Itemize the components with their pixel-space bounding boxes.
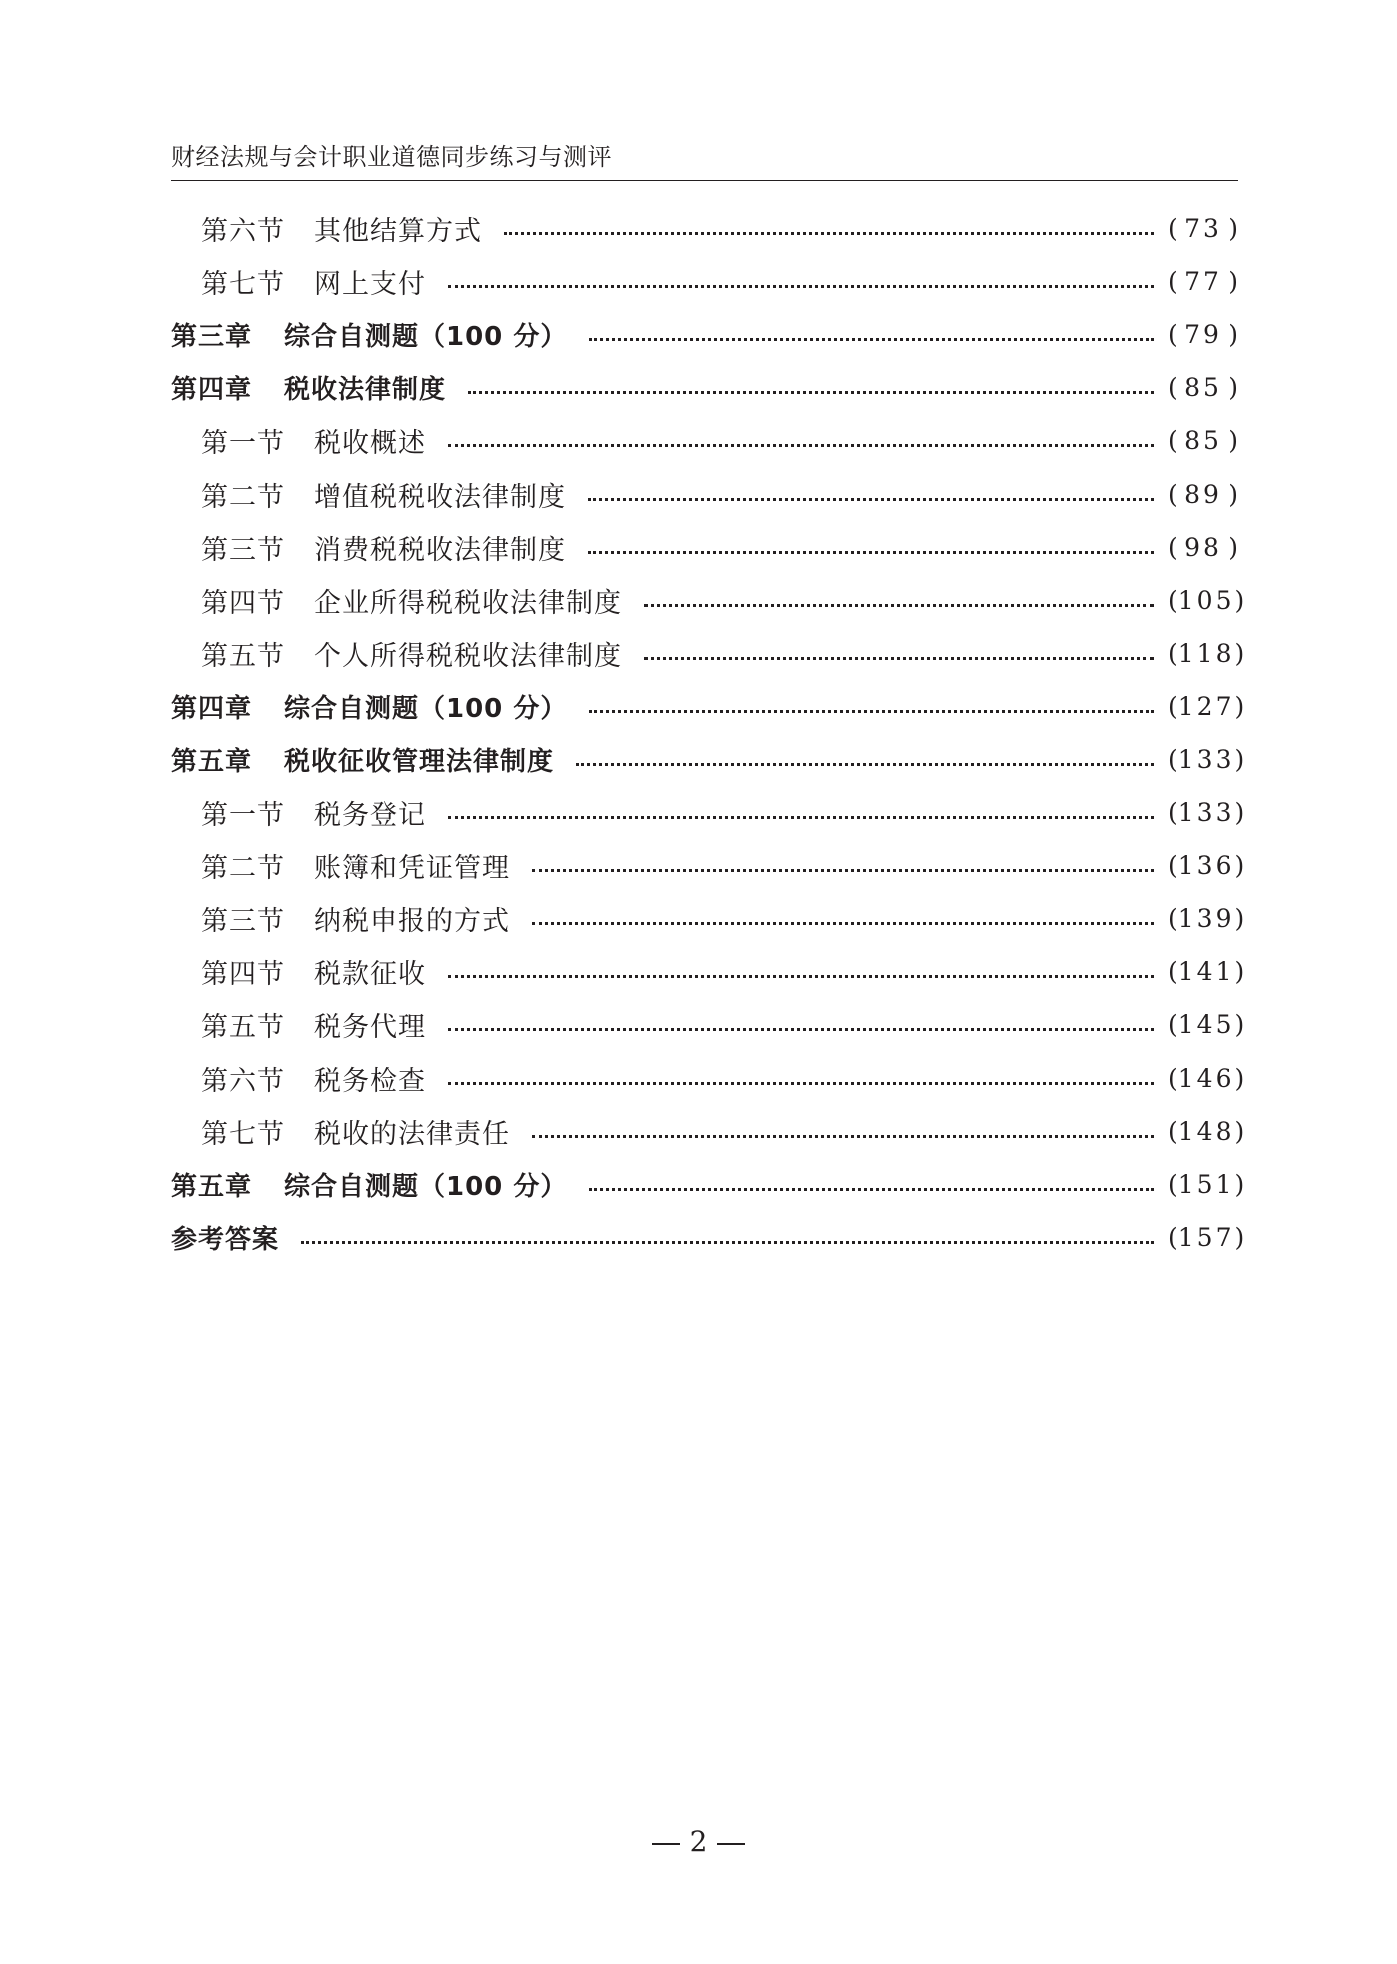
toc-entry-page — [1168, 1222, 1245, 1252]
toc-page-number: 77 — [1184, 267, 1222, 297]
page-number: 2 — [689, 1825, 708, 1858]
toc-page-number: 127 — [1177, 691, 1235, 721]
toc-entry-title: 税务检查 — [314, 1065, 426, 1097]
page-paren-open: ( — [1168, 798, 1178, 828]
toc-dot-leader — [448, 816, 1154, 819]
toc-page-number: 136 — [1177, 851, 1235, 881]
toc-page-number: 98 — [1184, 532, 1222, 562]
page-paren-open: ( — [1168, 426, 1178, 456]
toc-entry-title: 企业所得税税收法律制度 — [314, 587, 622, 619]
toc-section-entry[interactable] — [171, 998, 1245, 1051]
page-paren-close: ) — [1234, 1010, 1245, 1040]
toc-entry-page — [1168, 214, 1238, 243]
toc-dot-leader — [468, 391, 1154, 394]
toc-dot-leader — [532, 922, 1154, 925]
page-paren-open: ( — [1168, 904, 1178, 934]
toc-entry-number: 第四节 — [201, 959, 285, 991]
page-paren-close: ) — [1228, 479, 1238, 509]
toc-dot-leader — [588, 551, 1154, 554]
toc-dot-leader — [589, 1188, 1154, 1191]
toc-chapter-entry[interactable] — [171, 1158, 1245, 1211]
page-paren-close: ) — [1234, 904, 1245, 934]
toc-entry-number: 第四章 — [171, 693, 253, 724]
page-paren-open: ( — [1168, 957, 1178, 987]
toc-page-number: 118 — [1177, 638, 1235, 668]
toc-entry-page — [1168, 1169, 1245, 1199]
toc-page-number: 148 — [1177, 1116, 1235, 1146]
toc-chapter-entry[interactable] — [171, 1211, 1245, 1264]
page-paren-close: ) — [1234, 957, 1245, 987]
toc-entry-page — [1168, 480, 1238, 509]
page-paren-open: ( — [1168, 691, 1178, 721]
toc-page-number: 89 — [1184, 479, 1222, 509]
toc-entry-number: 第三节 — [201, 906, 285, 938]
toc-chapter-entry[interactable] — [171, 361, 1238, 414]
toc-dot-leader — [301, 1241, 1154, 1244]
page-paren-close: ) — [1234, 638, 1245, 668]
toc-entry-page — [1168, 638, 1245, 668]
toc-entry-page — [1168, 1010, 1245, 1040]
toc-entry-number: 第五章 — [171, 1171, 253, 1202]
toc-section-entry[interactable] — [171, 414, 1238, 467]
toc-entry-title: 账簿和凭证管理 — [314, 853, 510, 885]
page-paren-open: ( — [1168, 1116, 1178, 1146]
toc-section-entry[interactable] — [171, 521, 1238, 574]
toc-section-entry[interactable] — [171, 945, 1245, 998]
toc-entry-title: 综合自测题（100 分） — [284, 1171, 568, 1202]
toc-entry-title: 参考答案 — [171, 1224, 280, 1255]
toc-page-number: 145 — [1177, 1010, 1235, 1040]
toc-dot-leader — [588, 498, 1154, 501]
footer-dash-left — [652, 1843, 680, 1845]
toc-entry-title: 税务代理 — [314, 1012, 426, 1044]
toc-entry-page — [1168, 1116, 1245, 1146]
toc-page-number: 139 — [1177, 904, 1235, 934]
page-paren-open: ( — [1168, 638, 1178, 668]
toc-dot-leader — [504, 232, 1154, 235]
page-paren-close: ) — [1234, 1116, 1245, 1146]
toc-section-entry[interactable] — [171, 786, 1245, 839]
page-paren-open: ( — [1168, 585, 1178, 615]
toc-section-entry[interactable] — [171, 255, 1238, 308]
header-rule — [171, 180, 1238, 181]
page-paren-close: ) — [1228, 320, 1238, 350]
toc-entry-page — [1168, 904, 1245, 934]
page-footer — [0, 1824, 1397, 1860]
page-paren-open: ( — [1168, 373, 1178, 403]
toc-section-entry[interactable] — [171, 574, 1245, 627]
page-paren-close: ) — [1234, 744, 1245, 774]
toc-dot-leader — [589, 338, 1154, 341]
toc-entry-number: 第三章 — [171, 322, 253, 353]
toc-entry-page — [1168, 691, 1245, 721]
page-paren-open: ( — [1168, 1010, 1178, 1040]
toc-entry-page — [1168, 267, 1238, 296]
toc-entry-page — [1168, 426, 1238, 455]
toc-dot-leader — [448, 1028, 1154, 1031]
toc-entry-title: 增值税税收法律制度 — [314, 481, 566, 513]
toc-entry-page — [1168, 851, 1245, 881]
toc-entry-page — [1168, 957, 1245, 987]
toc-entry-title: 税收的法律责任 — [314, 1118, 510, 1150]
toc-entry-number: 第四节 — [201, 587, 285, 619]
toc-entry-page — [1168, 533, 1238, 562]
page-paren-close: ) — [1228, 426, 1238, 456]
toc-entry-number: 第七节 — [201, 1118, 285, 1150]
toc-section-entry[interactable] — [171, 839, 1245, 892]
page-paren-open: ( — [1168, 214, 1178, 244]
page-paren-open: ( — [1168, 1222, 1178, 1252]
toc-dot-leader — [644, 604, 1154, 607]
toc-entry-title: 税收法律制度 — [284, 375, 447, 406]
page-paren-close: ) — [1234, 851, 1245, 881]
toc-entry-number: 第三节 — [201, 534, 285, 566]
toc-entry-number: 第五节 — [201, 1012, 285, 1044]
table-of-contents — [171, 202, 1245, 1264]
toc-page-number: 85 — [1184, 373, 1222, 403]
toc-section-entry[interactable] — [171, 892, 1245, 945]
toc-entry-number: 第二节 — [201, 481, 285, 513]
page-paren-close: ) — [1228, 214, 1238, 244]
toc-entry-title: 网上支付 — [314, 269, 426, 301]
toc-entry-title: 税收概述 — [314, 428, 426, 460]
page-paren-close: ) — [1234, 798, 1245, 828]
page-paren-close: ) — [1234, 585, 1245, 615]
toc-dot-leader — [448, 444, 1154, 447]
toc-section-entry[interactable] — [171, 1105, 1245, 1158]
toc-page-number: 79 — [1184, 320, 1222, 350]
toc-dot-leader — [532, 1135, 1154, 1138]
running-header: 财经法规与会计职业道德同步练习与测评 — [171, 143, 612, 171]
toc-entry-page — [1168, 1063, 1245, 1093]
page-paren-close: ) — [1234, 1169, 1245, 1199]
page-paren-open: ( — [1168, 479, 1178, 509]
toc-entry-title: 税收征收管理法律制度 — [284, 746, 555, 777]
toc-page-number: 133 — [1177, 744, 1235, 774]
page-paren-open: ( — [1168, 744, 1178, 774]
toc-entry-page — [1168, 585, 1245, 615]
toc-dot-leader — [644, 657, 1154, 660]
toc-entry-number: 第四章 — [171, 375, 253, 406]
page-paren-close: ) — [1234, 1222, 1245, 1252]
toc-entry-number: 第一节 — [201, 428, 285, 460]
toc-entry-number: 第五章 — [171, 746, 253, 777]
page-paren-open: ( — [1168, 1169, 1178, 1199]
toc-entry-title: 消费税税收法律制度 — [314, 534, 566, 566]
toc-entry-page — [1168, 798, 1245, 828]
toc-section-entry[interactable] — [171, 1052, 1245, 1105]
page-paren-close: ) — [1228, 373, 1238, 403]
toc-entry-title: 综合自测题（100 分） — [284, 693, 568, 724]
toc-entry-title: 税务登记 — [314, 800, 426, 832]
toc-section-entry[interactable] — [171, 627, 1245, 680]
page-paren-close: ) — [1234, 1063, 1245, 1093]
toc-page-number: 157 — [1177, 1222, 1235, 1252]
toc-entry-title: 综合自测题（100 分） — [284, 322, 568, 353]
toc-chapter-entry[interactable] — [171, 680, 1245, 733]
toc-entry-title: 其他结算方式 — [314, 216, 482, 248]
toc-dot-leader — [448, 1082, 1154, 1085]
toc-page-number: 141 — [1177, 957, 1235, 987]
toc-dot-leader — [589, 710, 1154, 713]
toc-dot-leader — [532, 869, 1154, 872]
footer-dash-right — [717, 1843, 745, 1845]
page-paren-close: ) — [1234, 691, 1245, 721]
toc-page-number: 146 — [1177, 1063, 1235, 1093]
toc-chapter-entry[interactable] — [171, 308, 1238, 361]
toc-entry-number: 第一节 — [201, 800, 285, 832]
toc-page-number: 105 — [1177, 585, 1235, 615]
toc-page-number: 133 — [1177, 798, 1235, 828]
toc-entry-page — [1168, 744, 1245, 774]
toc-entry-title: 税款征收 — [314, 959, 426, 991]
toc-dot-leader — [448, 975, 1154, 978]
toc-entry-title: 个人所得税税收法律制度 — [314, 640, 622, 672]
page-paren-close: ) — [1228, 267, 1238, 297]
toc-chapter-entry[interactable] — [171, 733, 1245, 786]
toc-page-number: 73 — [1184, 214, 1222, 244]
toc-section-entry[interactable] — [171, 202, 1238, 255]
toc-dot-leader — [448, 285, 1154, 288]
toc-entry-number: 第五节 — [201, 640, 285, 672]
toc-entry-number: 第七节 — [201, 269, 285, 301]
toc-page-number: 85 — [1184, 426, 1222, 456]
toc-entry-title: 纳税申报的方式 — [314, 906, 510, 938]
toc-entry-page — [1168, 373, 1238, 402]
toc-page-number: 151 — [1177, 1169, 1235, 1199]
toc-entry-page — [1168, 320, 1238, 349]
page-paren-open: ( — [1168, 532, 1178, 562]
page-paren-open: ( — [1168, 851, 1178, 881]
page-paren-open: ( — [1168, 320, 1178, 350]
page-paren-close: ) — [1228, 532, 1238, 562]
toc-entry-number: 第二节 — [201, 853, 285, 885]
toc-dot-leader — [576, 763, 1154, 766]
toc-section-entry[interactable] — [171, 467, 1238, 520]
page-paren-open: ( — [1168, 267, 1178, 297]
toc-entry-number: 第六节 — [201, 1065, 285, 1097]
toc-entry-number: 第六节 — [201, 216, 285, 248]
page-paren-open: ( — [1168, 1063, 1178, 1093]
